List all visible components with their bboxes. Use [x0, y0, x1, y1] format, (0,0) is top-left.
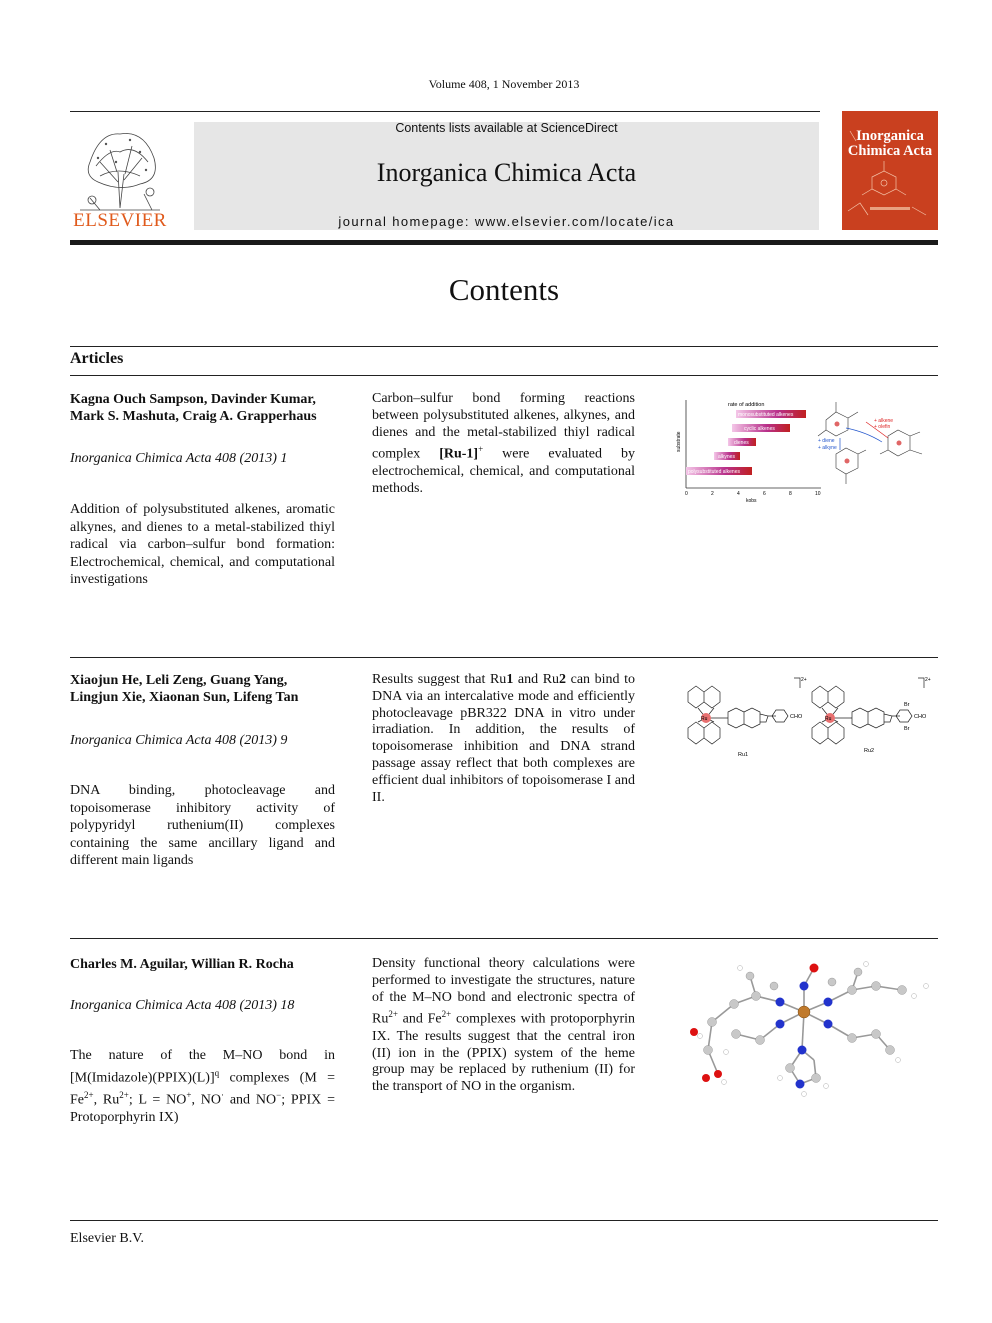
charge-superscript: +: [478, 444, 484, 455]
title-superscript: +: [186, 1089, 192, 1100]
compound-number: 1: [506, 672, 514, 687]
article-1-abstract: [372, 391, 635, 497]
article-3-authors: Charles M. Aguilar, Willian R. Rocha: [70, 957, 294, 972]
article-2-abstract: [372, 672, 635, 806]
article-2-graphic: [676, 672, 938, 764]
compound-label: Ru2: [864, 748, 875, 754]
tick-label: 10: [815, 491, 821, 497]
article-separator: [70, 657, 938, 658]
substituent-label: Br: [904, 702, 910, 708]
section-rule-top: [70, 346, 938, 347]
bar-label-4: alkynes: [718, 454, 735, 460]
tick-label: 6: [763, 491, 766, 497]
journal-title: Inorganica Chimica Acta: [376, 158, 637, 187]
charge-label: 2+: [925, 677, 931, 683]
elsevier-wordmark[interactable]: ELSEVIER: [73, 210, 167, 231]
section-heading: Articles: [70, 350, 124, 367]
title-text: ; PPIX = Protoporphyrin IX): [70, 1092, 335, 1126]
scheme-label: + alkene: [874, 418, 894, 424]
abstract-text: Carbon–sulfur bond forming reactions between polysubstituted alkenes, alkynes, and dienes and the metal-stabilized thiyl radical complex: [372, 391, 635, 463]
article-1-authors: Kagna Ouch Sampson, Davinder Kumar, Mark S. Mashuta, Craig A. Grapperhaus: [70, 392, 317, 424]
scheme-label: + diene: [818, 438, 835, 444]
footer-rule: [70, 1220, 938, 1221]
abstract-superscript: 2+: [441, 1009, 452, 1020]
article-1-graphic: [676, 392, 938, 504]
bar-label-3: dienes: [734, 440, 749, 446]
article-separator: [70, 938, 938, 939]
abstract-superscript: 2+: [388, 1009, 398, 1020]
title-superscript: ·: [221, 1089, 225, 1100]
header-rule: [70, 111, 820, 112]
section-rule-bottom: [70, 375, 938, 376]
compound-label: Ru1: [738, 752, 749, 758]
charge-label: 2+: [801, 677, 807, 683]
title-superscript: 2+: [119, 1089, 129, 1100]
chart-ylabel: substrate: [676, 431, 682, 452]
group-label: CHO: [790, 714, 803, 720]
article-2-authors: Xiaojun He, Leli Zeng, Guang Yang, Lingjun Xie, Xiaonan Sun, Lifeng Tan: [70, 673, 299, 705]
article-1-title[interactable]: Addition of polysubstituted alkenes, aromatic alkynes, and dienes to a metal-stabilized thiyl radical via carbon–sulfur bond formation: Electrochemical, chemical, and computational investigations: [70, 502, 335, 588]
chart-title: rate of addition: [728, 402, 765, 408]
article-3-molecule-graphic: [676, 956, 938, 1102]
abstract-text: and Ru: [513, 672, 560, 687]
contents-available-link[interactable]: Contents lists available at ScienceDirect: [395, 121, 618, 135]
title-text: ; L = NO: [128, 1092, 187, 1108]
article-2-citation[interactable]: Inorganica Chimica Acta 408 (2013) 9: [70, 733, 288, 748]
header-thick-rule: [70, 240, 938, 245]
scheme-label: + alkyne: [818, 445, 837, 451]
tick-label: 0: [685, 491, 688, 497]
chart-xlabel: kobs: [746, 498, 757, 504]
bar-label-5: polysubstituted alkenes: [688, 469, 740, 475]
article-3-citation[interactable]: Inorganica Chimica Acta 408 (2013) 18: [70, 998, 295, 1013]
metal-label: Ru: [701, 716, 708, 722]
abstract-text: can bind to DNA via an intercalative mode and efficiently photocleavage pBR322 DNA in vitro under irradiation. In addition, the results of topoisomerase inhibition and DNA strand passage assay reflect that both complexes are efficient dual inhibitors of topoisomerase I and II.: [372, 672, 635, 805]
article-3-abstract: [372, 956, 635, 1096]
cover-decoration: [842, 111, 938, 230]
page-title: Contents: [448, 272, 560, 307]
scheme-label: + olefin: [874, 424, 891, 430]
group-label: CHO: [914, 714, 927, 720]
compound-number: 2: [559, 672, 567, 687]
title-superscript: −: [276, 1089, 282, 1100]
bar-label-1: monosubstituted alkenes: [738, 412, 794, 418]
title-text: complexes (M = Fe: [70, 1070, 335, 1108]
journal-cover[interactable]: [842, 111, 938, 230]
title-text: , Ru: [93, 1092, 120, 1108]
metal-label: Ru: [825, 716, 832, 722]
ru-atom: [845, 459, 850, 464]
compound-label: [Ru-1]: [439, 447, 479, 463]
volume-info: Volume 408, 1 November 2013: [428, 77, 580, 91]
title-superscript: q: [214, 1067, 220, 1078]
title-text: The nature of the M–NO bond in [M(Imidazole)(PPIX)(L)]: [70, 1048, 335, 1086]
article-3-title[interactable]: [70, 1047, 335, 1127]
tick-label: 4: [737, 491, 740, 497]
journal-homepage-link[interactable]: journal homepage: www.elsevier.com/locate/ica: [338, 214, 675, 229]
bar-label-2: cyclic alkenes: [744, 426, 775, 432]
title-text: , NO: [191, 1092, 222, 1108]
tick-label: 2: [711, 491, 714, 497]
cover-title: Inorganica Chimica Acta: [847, 128, 933, 159]
substituent-label: Br: [904, 726, 910, 732]
title-text: and NO: [224, 1092, 277, 1108]
abstract-text: and Fe: [397, 1012, 442, 1028]
ru-atom: [835, 422, 840, 427]
title-superscript: 2+: [84, 1089, 94, 1100]
abstract-text: were evaluated by electrochemical, chemical, and computational methods.: [372, 447, 635, 496]
abstract-text: Results suggest that Ru: [372, 672, 507, 687]
ru-atom: [897, 441, 902, 446]
footer-publisher: Elsevier B.V.: [70, 1231, 145, 1246]
article-1-citation[interactable]: Inorganica Chimica Acta 408 (2013) 1: [70, 451, 288, 466]
abstract-text: complexes with protoporphyrin IX. The results suggest that the central iron (II) ion in the (PPIX) system of the heme group may be replaced by ruthenium (II) for the transport of NO in the organism.: [372, 1012, 635, 1095]
article-2-title[interactable]: DNA binding, photocleavage and topoisomerase inhibitory activity of polypyridyl ruthenium(II) complexes containing the same ancillary ligand and different main ligands: [70, 783, 335, 869]
abstract-text: Density functional theory calculations were performed to investigate the structures, nature of the M–NO bond and electronic spectra of Ru: [372, 956, 635, 1028]
tick-label: 8: [789, 491, 792, 497]
